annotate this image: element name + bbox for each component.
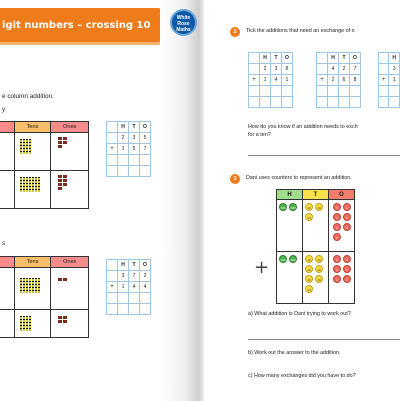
hundreds-counters-row-1: 100 100 <box>277 200 303 252</box>
tens-rods <box>20 316 31 331</box>
tens-cell <box>14 268 51 310</box>
ones-cubes <box>58 278 67 281</box>
tens-cell <box>14 310 51 338</box>
question-3-number: 3 <box>230 174 240 184</box>
question-3a-text: a) What addition is Dani trying to work out? <box>248 311 351 317</box>
answer-line[interactable] <box>248 339 400 340</box>
counters-place-value-table <box>276 189 355 304</box>
ones-counters-row-2: 1 1 1 1 1 1 <box>329 252 355 304</box>
answer-cell[interactable] <box>389 86 400 97</box>
tens-rods <box>20 139 31 154</box>
ones-cell <box>51 310 89 338</box>
answer-cell[interactable] <box>140 155 151 166</box>
answer-cell[interactable] <box>282 86 293 97</box>
tens-header: T <box>303 190 329 200</box>
ones-column-header: Ones <box>51 257 89 268</box>
white-rose-maths-logo: White Rose Maths <box>170 9 197 36</box>
ones-cubes <box>58 316 67 323</box>
answer-cell[interactable] <box>350 86 361 97</box>
question-2-number: 2 <box>230 27 240 37</box>
part-a-fragment: y <box>2 106 6 113</box>
answer-cell[interactable] <box>118 293 129 304</box>
question-2-text: Tick the additions that need an exchange of o <box>246 28 355 34</box>
right-page <box>204 0 400 401</box>
instruction-text: e column addition. <box>2 93 54 100</box>
answer-cell[interactable] <box>129 293 140 304</box>
question-2-follow-up-line-1: How do you know if an addition needs to exch <box>248 124 358 130</box>
answer-cell[interactable] <box>129 155 140 166</box>
ones-cubes <box>58 137 67 148</box>
tens-cell <box>14 133 51 171</box>
banner-underline <box>0 42 160 45</box>
tens-rods <box>20 177 40 192</box>
hundreds-column-header <box>0 122 14 133</box>
question-3b-text: b) Work out the answer to the addition. <box>248 350 341 356</box>
column-addition-grid-1: H T O 2 3 5 + 1 5 7 <box>106 121 151 177</box>
ones-cell <box>51 133 89 171</box>
tens-rods <box>20 278 40 293</box>
ones-cubes <box>58 175 67 190</box>
answer-cell[interactable] <box>118 155 129 166</box>
tens-column-header: Tens <box>14 122 51 133</box>
ones-counters-row-1: 1 1 1 1 1 1 1 <box>329 200 355 252</box>
answer-cell[interactable] <box>339 86 350 97</box>
question-3-text: Dani uses counters to represent an addition. <box>246 175 352 181</box>
part-b-fragment: s <box>2 240 6 247</box>
answer-cell[interactable] <box>271 86 282 97</box>
answer-cell[interactable] <box>140 293 151 304</box>
tens-counters-row-2: 10 10 10 10 10 10 10 <box>303 252 329 304</box>
hundreds-counters-row-2: 100 100 <box>277 252 303 304</box>
tens-column-header: Tens <box>14 257 51 268</box>
hundreds-header: H <box>277 190 303 200</box>
ones-column-header: Ones <box>51 122 89 133</box>
tens-counters-row-1: 10 10 10 <box>303 200 329 252</box>
question-3c-text: c) How many exchanges did you have to do? <box>248 373 356 379</box>
page-title: igit numbers – crossing 10 <box>2 20 151 31</box>
exchange-grid-1: H T O 2 3 8 + 1 4 1 <box>248 52 293 108</box>
answer-line[interactable] <box>248 155 400 156</box>
tens-cell <box>14 171 51 209</box>
exchange-grid-2: H T O 4 2 7 + 2 6 8 <box>316 52 361 108</box>
ones-header: O <box>329 190 355 200</box>
place-value-table-2 <box>0 256 89 338</box>
place-value-table-1 <box>0 121 89 209</box>
ones-cell <box>51 268 89 310</box>
question-2-follow-up-line-2: for a ten? <box>248 132 271 138</box>
exchange-grid-3: H 3 + 1 <box>378 52 400 108</box>
answer-cell[interactable] <box>328 86 339 97</box>
ones-cell <box>51 171 89 209</box>
answer-cell[interactable] <box>260 86 271 97</box>
plus-sign: + <box>254 257 270 278</box>
column-addition-grid-2: H T O 3 7 2 + 1 4 4 <box>106 259 151 315</box>
